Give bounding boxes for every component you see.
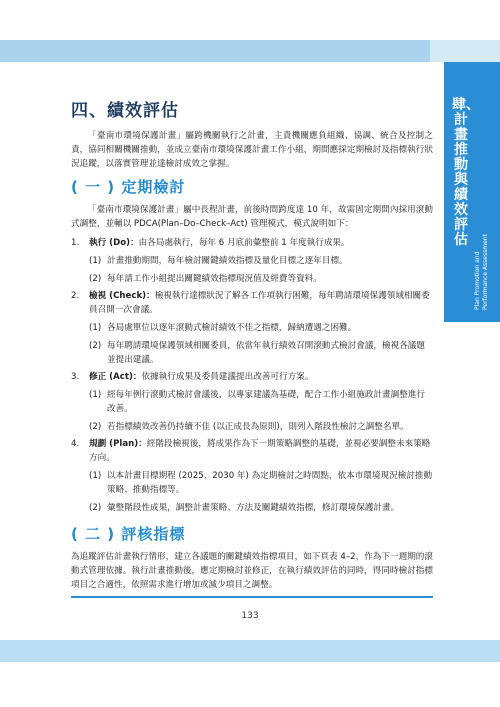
pdca-sub-item-text: 彙整階段性成果，調整計畫策略、方法及關鍵績效指標，修訂環境保護計畫。 [107,503,400,513]
pdca-sub-item [71,388,433,416]
pdca-item-text: 依據執行成果及委員建議提出改善可行方案。 [141,372,314,382]
pdca-sub-item [71,469,433,497]
pdca-sub-item [71,321,433,335]
pdca-item-label: 規劃 (Plan)： [89,439,147,449]
pdca-item-number: 3. [71,372,80,382]
review-intro: 「臺南市環境保護計畫」屬中長程計畫，前後時間跨度達 10 年，故需固定期間內採用滾動式調整，並輔以 PDCA(Plan–Do–Check–Act) 管理模式，模式說明如下： [71,205,433,229]
pdca-sub-item-text: 若指標績效改善仍持續不佳 (以正成長為原則)，則列入階段性檢討之調整名單。 [107,422,409,432]
pdca-item-number: 1. [71,238,80,248]
pdca-sub-item-number: (1) [89,390,102,400]
pdca-sub-item-number: (2) [89,422,102,432]
pdca-sub-item [71,501,433,515]
pdca-sub-item [71,339,433,367]
pdca-sub-item-number: (2) [89,341,102,351]
pdca-item-number: 2. [71,291,80,301]
section-intro: 「臺南市環境保護計畫」屬跨機關執行之計畫，主責機關應負組織、協調、統合及控制之責，協同相關機關推動，並成立臺南市環境保護計畫工作小組，期間應採定期檢討及指標執行狀況追蹤，以落實管理並達檢討成效之掌握。 [71,131,433,169]
section-heading: 四、績效評估 [71,101,179,121]
chapter-tab-title: 肆、計畫推動與績效評估 [452,97,480,248]
subsection-heading-indicators: ( 二 ) 評核指標 [71,525,186,543]
pdca-sub-item-number: (2) [89,503,102,513]
footer-rule [71,596,433,598]
pdca-item-number: 4. [71,439,80,449]
pdca-sub-item-number: (1) [89,256,102,266]
pdca-item-text: 由各局處執行，每年 6 月底前彙整前 1 年度執行成果。 [138,238,350,248]
pdca-item-label: 修正 (Act)： [89,372,142,382]
chapter-tab-subtitle-line1: Plan Promotion and [474,251,481,310]
indicators-text: 為追蹤評估計畫執行情形，建立各議題的關鍵績效指標項目，如下頁表 4–2，作為下一週期的滾動式管理依據。執行計畫推動後，應定期檢討並修正，在執行績效評估的同時，得同時檢討指標項目之合適性，依照需求進行增加或減少項目之調整。 [71,552,433,590]
pdca-item-text: 檢視執行達標狀況了解各工作項執行困難，每年聘請環境保護領域相關委員召開一次會議。 [89,291,430,315]
pdca-sub-item [71,420,433,434]
pdca-sub-item [71,254,433,268]
pdca-sub-item-text: 每年聘請環境保護領域相關委員，依當年執行績效召開滾動式檢討會議，檢視各議題並提出建議。 [107,341,425,365]
pdca-sub-item-text: 以本計畫目標期程 (2025、2030 年) 為定期檢討之時間點，依本市環境現況檢討推動策略、推動指標等。 [107,471,433,495]
pdca-item [71,437,433,465]
pdca-sub-item-number: (1) [89,471,102,481]
chapter-tab-subtitle-line2: Performance Assessment [482,234,489,310]
pdca-item [71,236,433,250]
pdca-list [71,236,433,515]
pdca-item [71,289,433,317]
page-number: 133 [241,611,259,621]
page-content [71,96,433,592]
pdca-sub-item-text: 經每年例行滾動式檢討會議後，以專家建議為基礎，配合工作小組施政計畫調整進行改善。 [107,390,425,414]
pdca-sub-item [71,272,433,286]
pdca-item [71,370,433,384]
pdca-sub-item-number: (1) [89,323,102,333]
pdca-sub-item-text: 每年請工作小組提出關鍵績效指標現況值及經費等資料。 [107,274,322,284]
pdca-sub-item-number: (2) [89,274,102,284]
pdca-item-text: 經階段檢視後，將成果作為下一期策略調整的基礎，並視必要調整未來策略方向。 [89,439,431,463]
pdca-sub-item-text: 各局處單位以逐年滾動式檢討績效不佳之指標，歸納遭遇之困難。 [107,323,357,333]
header-band [0,40,500,62]
chapter-tab-subtitle [474,90,490,310]
subsection-heading-review: ( 一 ) 定期檢討 [71,178,186,196]
pdca-item-label: 檢視 (Check)： [89,291,155,301]
header-band-accent [0,40,430,62]
footer-band [0,640,500,662]
pdca-sub-item-text: 計畫推動期間，每年檢討關鍵績效指標及量化目標之逐年目標。 [107,256,348,266]
pdca-item-label: 執行 (Do)： [89,238,139,248]
